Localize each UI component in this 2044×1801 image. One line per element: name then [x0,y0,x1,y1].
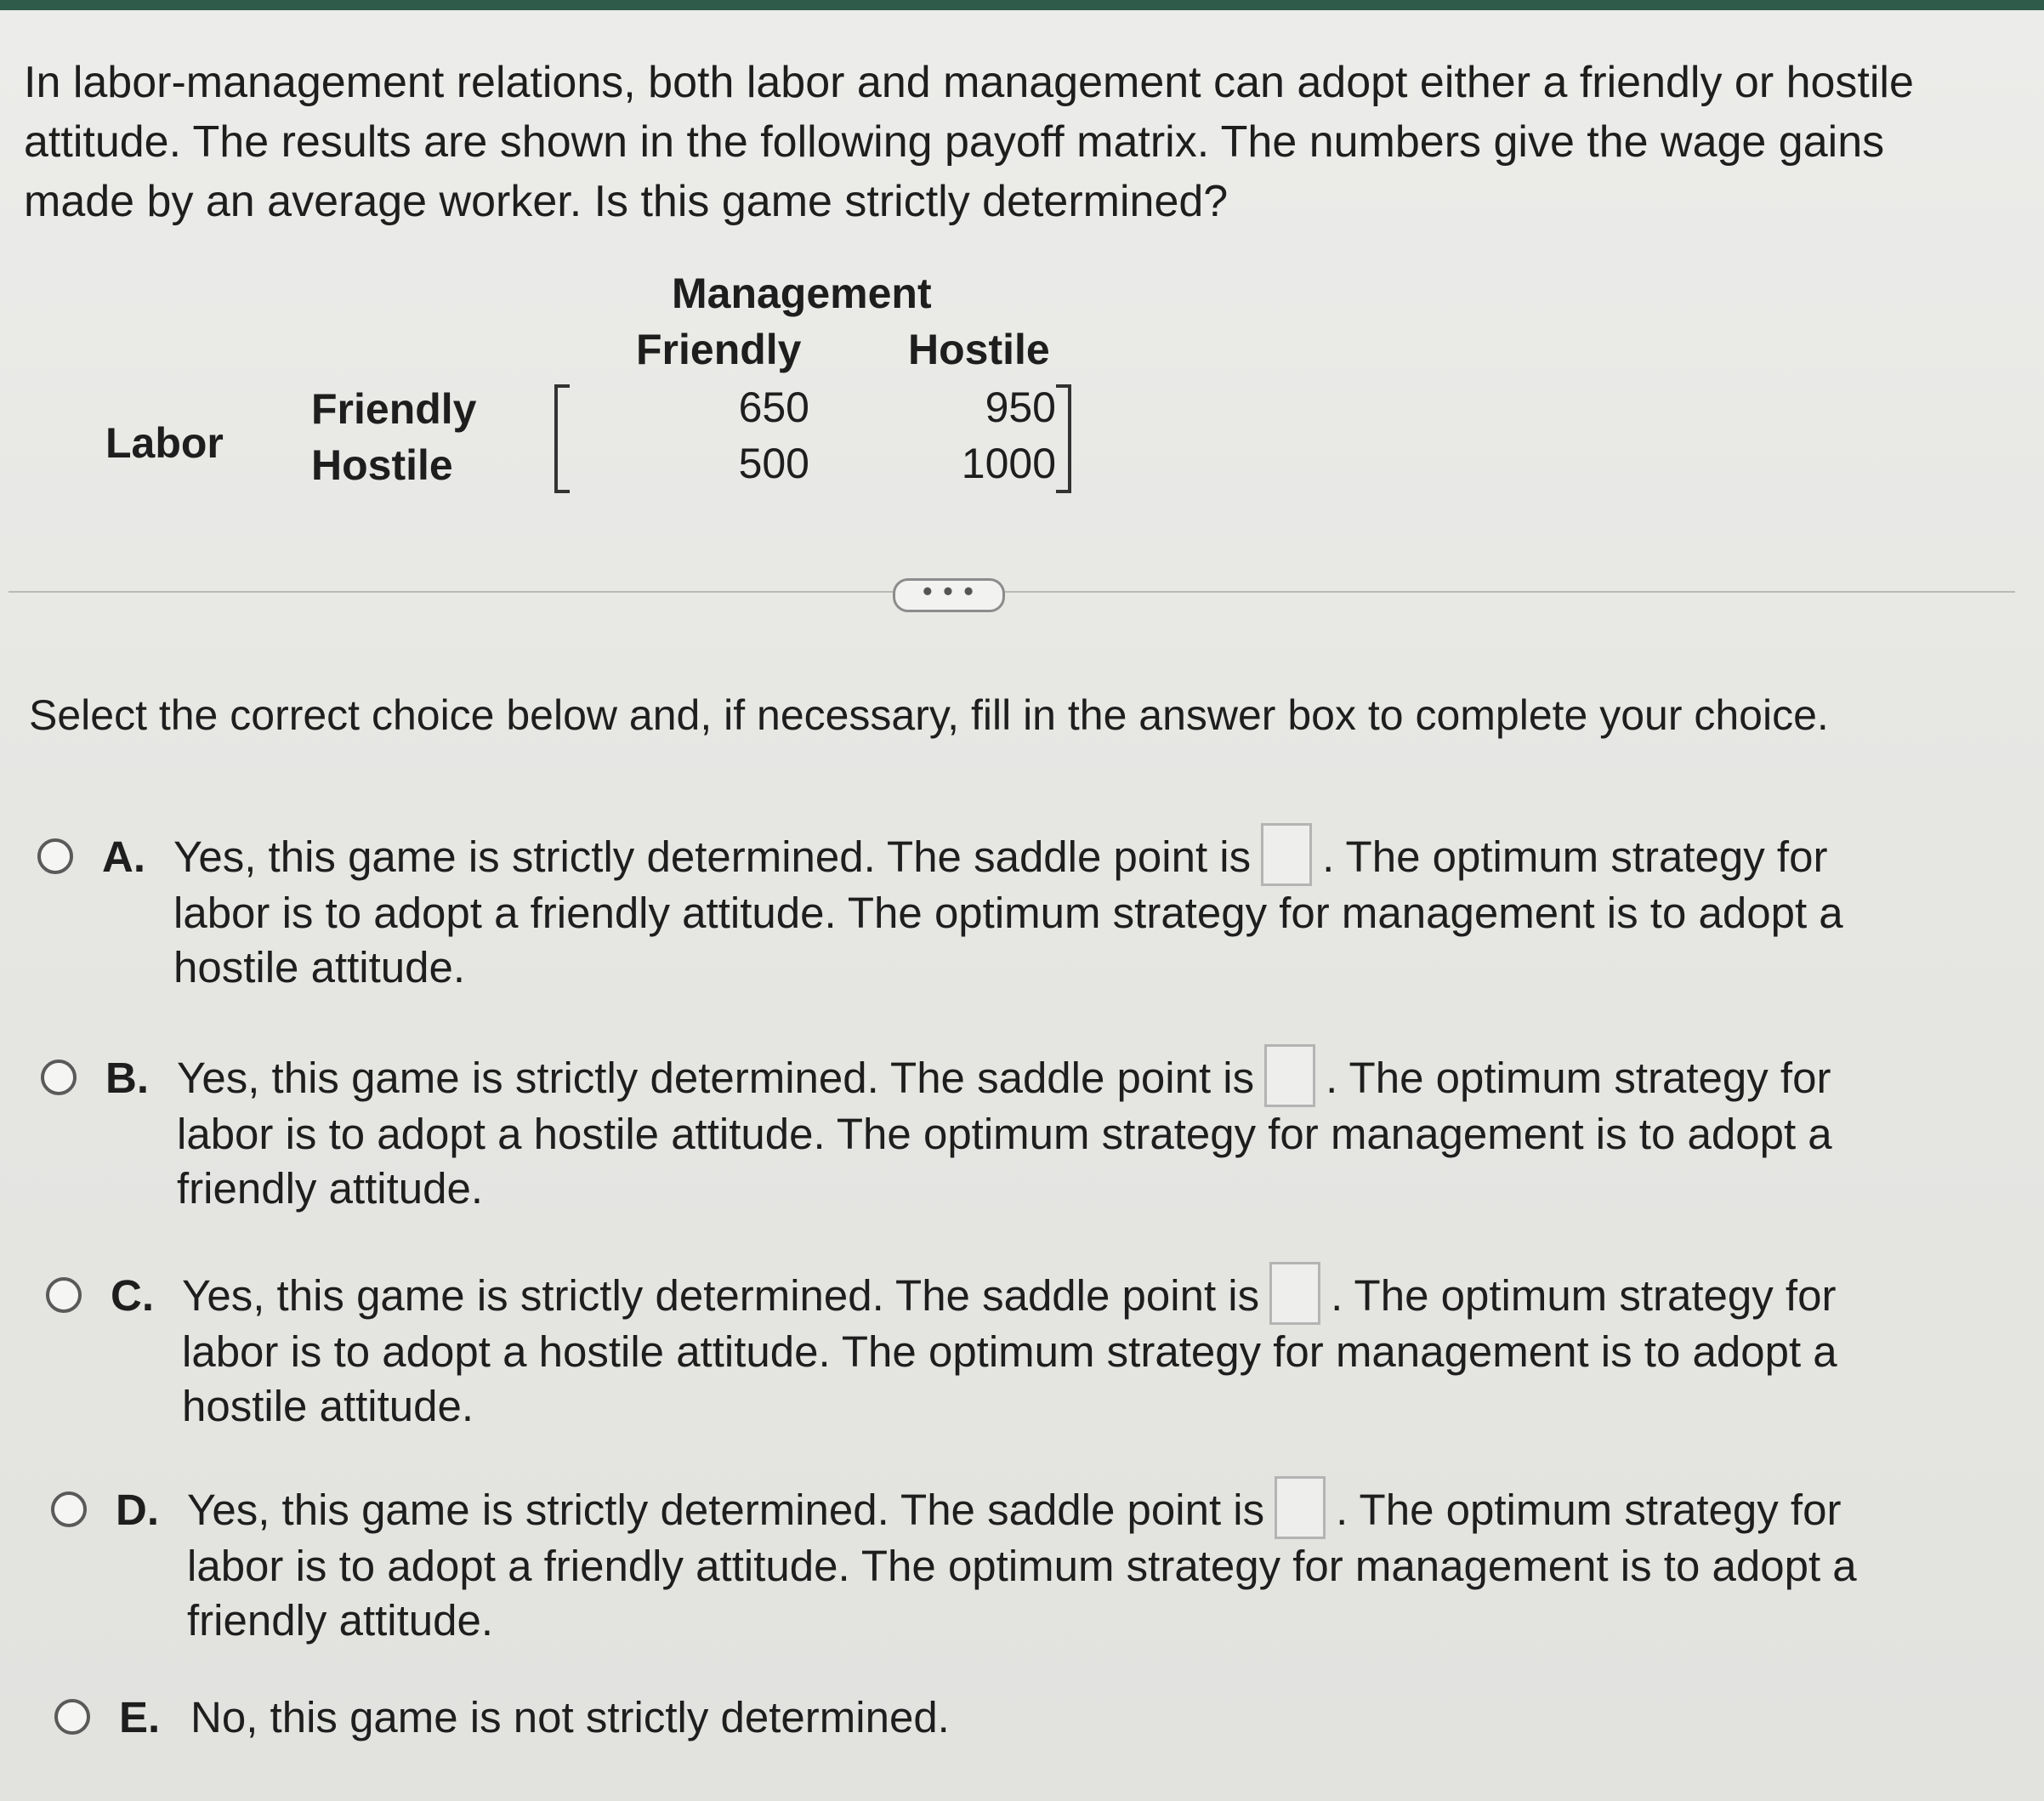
choice-text-after: . The optimum strategy for labor is to adopt a friendly attitude. The optimum strategy for management is to adopt a hostile attitude. [173,832,1843,991]
choice-text-before: Yes, this game is strictly determined. The saddle point is [173,832,1252,881]
matrix-row-group-label: Labor [105,419,224,467]
section-divider [9,591,2015,593]
instruction-text: Select the correct choice below and, if necessary, fill in the answer box to complete your choice. [29,691,1829,739]
choice-letter: B. [105,1054,149,1102]
answer-input-box[interactable] [1264,1044,1315,1107]
top-bar [0,0,2044,10]
choice-text-before: Yes, this game is strictly determined. The saddle point is [187,1486,1265,1534]
choice-text-before: Yes, this game is strictly determined. The saddle point is [182,1271,1260,1320]
matrix-left-bracket [554,384,570,493]
answer-input-box[interactable] [1269,1262,1320,1325]
matrix-column-header-hostile: Hostile [908,326,1050,373]
radio-button-a[interactable] [37,838,73,874]
choice-text: No, this game is not strictly determined. [190,1693,950,1741]
choice-letter: E. [119,1693,161,1741]
expand-more-button[interactable]: • • • [893,578,1005,612]
answer-input-box[interactable] [1261,823,1312,886]
payoff-matrix [0,257,1190,512]
matrix-column-header-friendly: Friendly [636,326,802,373]
radio-button-e[interactable] [54,1699,90,1735]
radio-button-d[interactable] [51,1491,87,1527]
choice-text-after: . The optimum strategy for labor is to adopt a hostile attitude. The optimum strategy for management is to adopt a hostile attitude. [182,1271,1837,1430]
radio-button-c[interactable] [46,1277,82,1313]
choice-text-after: . The optimum strategy for labor is to adopt a friendly attitude. The optimum strategy for management is to adopt a friendly attitude. [187,1486,1857,1645]
radio-button-b[interactable] [41,1060,77,1095]
choice-text [173,830,1908,995]
question-page [0,10,2044,1801]
choice-text-before: Yes, this game is strictly determined. The saddle point is [177,1054,1255,1102]
matrix-cell: 500 [738,440,809,487]
choice-letter: C. [111,1271,154,1320]
matrix-column-group-label: Management [672,270,932,317]
matrix-row-header-hostile: Hostile [311,441,453,489]
matrix-cell: 650 [738,383,809,431]
question-text: In labor-management relations, both labor and management can adopt either a friendly or hostile attitude. The results are shown in the following payoff matrix. The numbers give the wage gains made by an average worker. Is this game strictly determined? [24,58,1914,226]
choice-letter: A. [102,832,145,881]
answer-input-box[interactable] [1275,1476,1326,1539]
choice-text-after: . The optimum strategy for labor is to adopt a hostile attitude. The optimum strategy for management is to adopt a friendly attitude. [177,1054,1832,1213]
matrix-row-header-friendly: Friendly [311,385,477,433]
choice-text [187,1483,1922,1648]
matrix-cell: 1000 [961,440,1056,487]
choice-text [182,1269,1916,1434]
matrix-cell: 950 [985,383,1056,431]
choice-letter: D. [116,1486,159,1534]
matrix-right-bracket [1056,384,1071,493]
choice-text [177,1051,1911,1216]
